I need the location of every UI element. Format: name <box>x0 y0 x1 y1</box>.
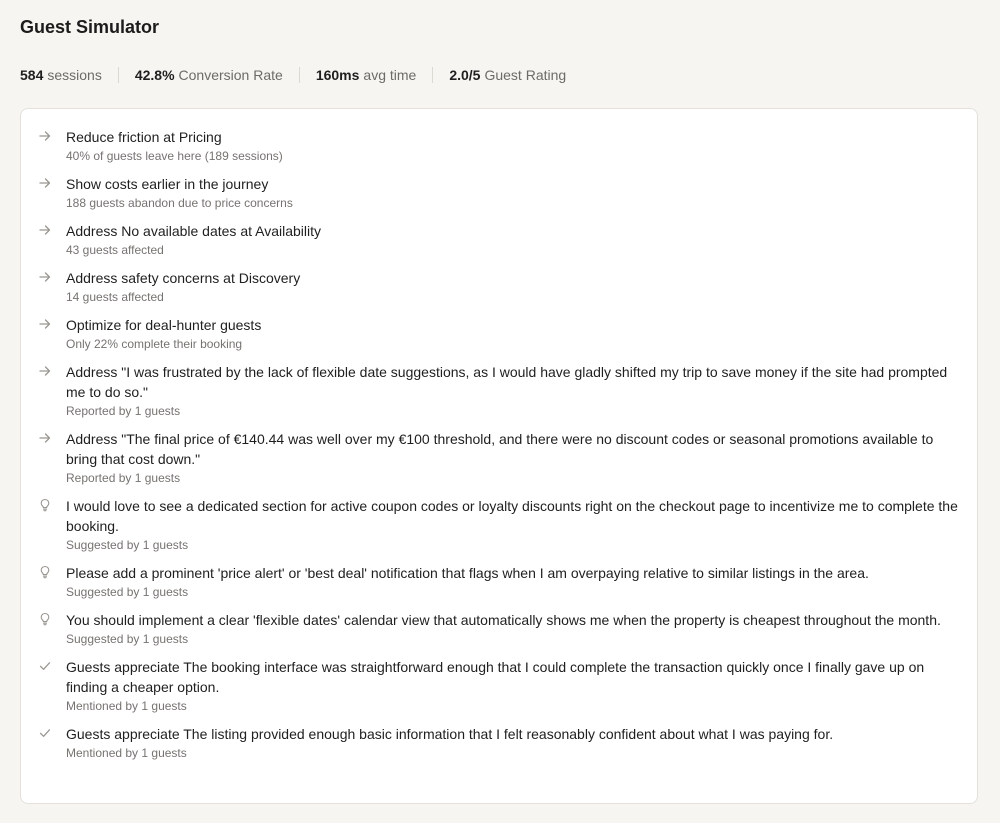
insight-item <box>21 563 977 600</box>
arrow-right-icon <box>37 127 53 147</box>
insight-text <box>66 496 961 553</box>
insight-title: You should implement a clear 'flexible dates' calendar view that automatically shows me when the property is cheapest throughout the month. <box>66 612 941 628</box>
insight-subtitle: Mentioned by 1 guests <box>66 699 187 713</box>
stat-divider <box>299 67 300 83</box>
stat-avg-time-label: avg time <box>363 67 417 83</box>
insight-title: Optimize for deal-hunter guests <box>66 317 262 333</box>
stat-divider <box>118 67 119 83</box>
insight-title: Guests appreciate The listing provided enough basic information that I felt reasonably confident about what I was paying for. <box>66 726 834 742</box>
stat-divider <box>432 67 433 83</box>
insight-subtitle: 40% of guests leave here (189 sessions) <box>66 149 283 163</box>
arrow-right-icon <box>37 268 53 288</box>
arrow-right-icon <box>37 174 53 194</box>
stats-bar <box>20 64 566 86</box>
insight-text <box>66 362 961 419</box>
insight-item <box>21 268 977 305</box>
insight-subtitle: 188 guests abandon due to price concerns <box>66 196 293 210</box>
stat-rating <box>449 65 566 85</box>
insight-text <box>66 724 961 761</box>
insight-subtitle: Suggested by 1 guests <box>66 632 189 646</box>
insight-title: Guests appreciate The booking interface was straightforward enough that I could complete the transaction quickly once I finally gave up on finding a cheaper option. <box>66 659 925 695</box>
insight-text <box>66 610 961 647</box>
lightbulb-icon <box>37 496 53 516</box>
checkmark-icon <box>37 657 53 677</box>
insight-item <box>21 429 977 486</box>
insight-item <box>21 174 977 211</box>
insight-subtitle: 43 guests affected <box>66 243 164 257</box>
lightbulb-icon <box>37 610 53 630</box>
insights-card <box>20 108 978 804</box>
insight-subtitle: Suggested by 1 guests <box>66 538 189 552</box>
insight-title: Please add a prominent 'price alert' or 'best deal' notification that flags when I am overpaying relative to similar listings in the area. <box>66 565 869 581</box>
insight-title: Address "The final price of €140.44 was well over my €100 threshold, and there were no discount codes or seasonal promotions available to bring that cost down." <box>66 431 934 467</box>
insight-subtitle: Reported by 1 guests <box>66 404 181 418</box>
arrow-right-icon <box>37 429 53 449</box>
stat-conversion-value: 42.8% <box>134 67 175 83</box>
insight-subtitle: Suggested by 1 guests <box>66 585 189 599</box>
stat-conversion <box>135 65 283 85</box>
insight-text <box>66 174 961 211</box>
insight-title: I would love to see a dedicated section for active coupon codes or loyalty discounts right on the checkout page to incentivize me to complete the booking. <box>66 498 958 534</box>
stat-rating-label: Guest Rating <box>484 67 567 83</box>
insight-text <box>66 127 961 164</box>
insight-title: Address No available dates at Availability <box>66 223 322 239</box>
stat-sessions-label: sessions <box>47 67 102 83</box>
insight-text <box>66 221 961 258</box>
stat-conversion-label: Conversion Rate <box>178 67 283 83</box>
arrow-right-icon <box>37 221 53 241</box>
insight-title: Address safety concerns at Discovery <box>66 270 301 286</box>
checkmark-icon <box>37 724 53 744</box>
insight-item <box>21 657 977 714</box>
page-title: Guest Simulator <box>20 17 160 37</box>
insight-item <box>21 362 977 419</box>
insight-title: Show costs earlier in the journey <box>66 176 269 192</box>
stat-sessions-value: 584 <box>20 67 44 83</box>
insight-title: Reduce friction at Pricing <box>66 129 222 145</box>
stat-avg-time <box>316 65 417 85</box>
insight-item <box>21 610 977 647</box>
insight-item <box>21 315 977 352</box>
insight-text <box>66 429 961 486</box>
insight-item <box>21 127 977 164</box>
insight-subtitle: Only 22% complete their booking <box>66 337 243 351</box>
insight-subtitle: Reported by 1 guests <box>66 471 181 485</box>
insight-text <box>66 268 961 305</box>
stat-avg-time-value: 160ms <box>315 67 360 83</box>
stat-rating-value: 2.0/5 <box>449 67 481 83</box>
insight-item <box>21 724 977 761</box>
stat-sessions <box>20 65 102 85</box>
insight-text <box>66 657 961 714</box>
insight-item <box>21 496 977 553</box>
insight-subtitle: 14 guests affected <box>66 290 164 304</box>
arrow-right-icon <box>37 362 53 382</box>
insight-text <box>66 563 961 600</box>
insight-item <box>21 221 977 258</box>
lightbulb-icon <box>37 563 53 583</box>
insight-subtitle: Mentioned by 1 guests <box>66 746 187 760</box>
insight-title: Address "I was frustrated by the lack of flexible date suggestions, as I would have gladly shifted my trip to save money if the site had prompted me to do so." <box>66 364 948 400</box>
insight-text <box>66 315 961 352</box>
arrow-right-icon <box>37 315 53 335</box>
